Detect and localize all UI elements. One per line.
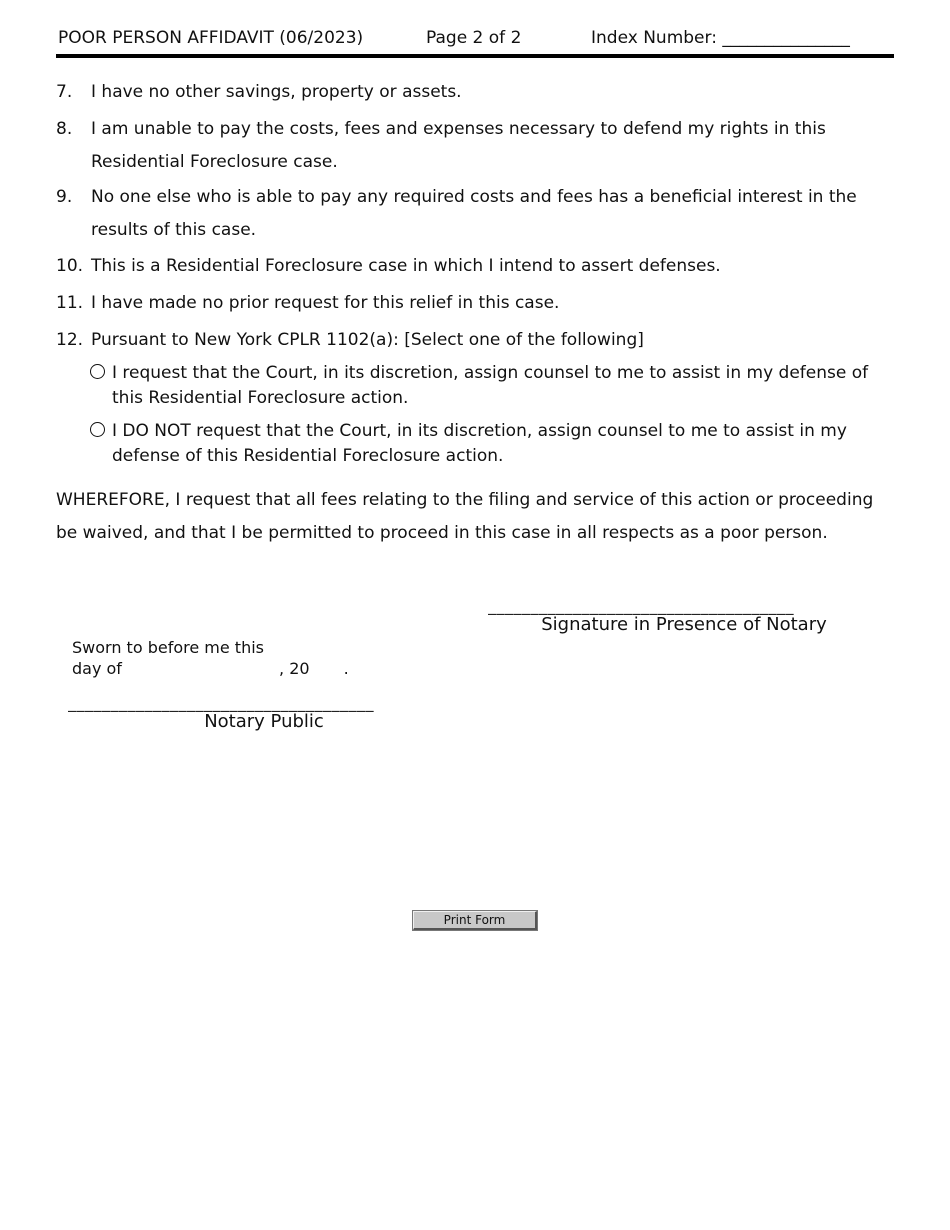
item-text: I have no other savings, property or assets.	[91, 82, 462, 102]
item-text: I am unable to pay the costs, fees and expenses necessary to defend my rights in this Residential Foreclosure case.	[91, 119, 826, 172]
signature-label: Signature in Presence of Notary	[541, 614, 827, 635]
item-number: 7.	[56, 82, 73, 102]
item-number: 9.	[56, 187, 73, 207]
item-number: 12.	[56, 330, 84, 350]
wherefore-paragraph: WHEREFORE, I request that all fees relating to the filing and service of this action or proceeding be waived, and that I be permitted to proceed in this case in all respects as a poor person.	[56, 490, 874, 543]
item-text: No one else who is able to pay any required costs and fees has a beneficial interest in the results of this case.	[91, 187, 857, 240]
request-counsel-radio[interactable]	[90, 364, 105, 379]
index-number: Index Number: _______________	[591, 28, 850, 48]
sworn-date-row	[72, 658, 349, 679]
item-text: I have made no prior request for this relief in this case.	[91, 293, 560, 313]
option-text: I request that the Court, in its discretion, assign counsel to me to assist in my defense of this Residential Foreclosure action.	[112, 363, 869, 408]
sworn-text: Sworn to before me this	[72, 638, 264, 657]
notary-label: Notary Public	[204, 711, 324, 732]
form-title: POOR PERSON AFFIDAVIT (06/2023)	[58, 28, 364, 48]
item-text: Pursuant to New York CPLR 1102(a): [Select one of the following]	[91, 330, 644, 350]
print-form-button[interactable]: Print Form	[413, 911, 537, 930]
option-text: I DO NOT request that the Court, in its discretion, assign counsel to me to assist in my defense of this Residential Foreclosure action.	[112, 421, 847, 466]
page-header	[56, 26, 894, 58]
day-of-label: day of	[72, 659, 122, 678]
list-item-10	[56, 250, 894, 283]
list-item-8	[56, 113, 894, 179]
item-number: 10.	[56, 256, 84, 276]
sworn-day-field[interactable]	[127, 662, 279, 679]
signature-line: ____________________________________	[488, 596, 794, 615]
date-period: .	[343, 659, 349, 678]
notary-signature-line: ____________________________________	[68, 693, 374, 712]
decline-counsel-radio[interactable]	[90, 422, 105, 437]
page-number: Page 2 of 2	[426, 28, 522, 48]
sworn-year-field[interactable]	[310, 662, 344, 679]
sworn-block	[72, 637, 349, 679]
list-item-12	[56, 324, 894, 357]
option-decline-counsel	[90, 419, 894, 469]
item-text: This is a Residential Foreclosure case in which I intend to assert defenses.	[91, 256, 721, 276]
list-item-9	[56, 181, 894, 247]
list-item-7	[56, 76, 894, 109]
option-request-counsel	[90, 361, 894, 411]
list-item-11	[56, 287, 894, 320]
year-prefix: , 20	[279, 659, 310, 678]
item-number: 8.	[56, 119, 73, 139]
item-number: 11.	[56, 293, 84, 313]
